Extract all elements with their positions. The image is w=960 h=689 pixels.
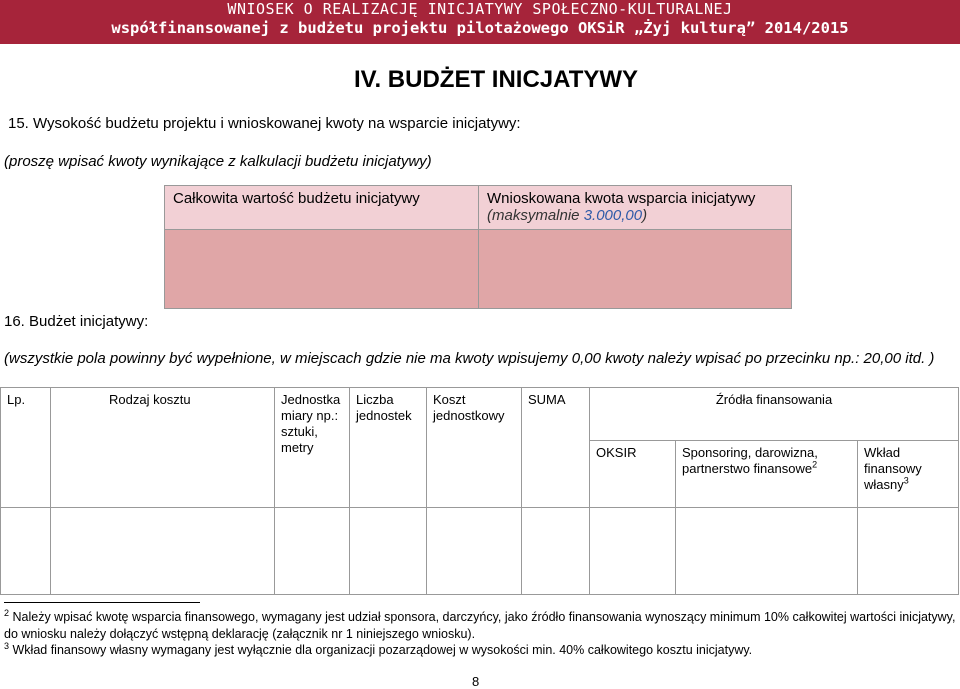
col-header-suma: SUMA [522, 388, 590, 508]
requested-amount-input-cell[interactable] [479, 230, 792, 309]
col-header-liczba: Liczba jednostek [350, 388, 427, 508]
col-header-jednostka: Jednostka miary np.: sztuki, metry [275, 388, 350, 508]
header-line-1: WNIOSEK O REALIZACJĘ INICJATYWY SPOŁECZNO-KULTURALNEJ [227, 0, 733, 18]
footnote-ref-2: 2 [812, 459, 818, 470]
question-15-note: (proszę wpisać kwoty wynikające z kalkulacji budżetu inicjatywy) [4, 153, 432, 170]
cell-sponsoring[interactable] [676, 507, 858, 594]
col-header-wklad: Wkład finansowy własny$^3$ [858, 441, 959, 508]
col-header-sponsoring: Sponsoring, darowizna, partnerstwo finansowe$^2$ [676, 441, 858, 508]
footnote-2-continued: do wniosku należy dołączyć wstępną deklarację (załącznik nr 1 niniejszego wniosku). [4, 627, 476, 641]
question-16-note: (wszystkie pola powinny być wypełnione, w miejscach gdzie nie ma kwoty wpisujemy 0,00 kwoty należy wpisać po przecinku np.: 20,00 itd. ) [4, 350, 935, 367]
total-budget-input-cell[interactable] [165, 230, 479, 309]
cell-wklad[interactable] [858, 507, 959, 594]
col-header-rodzaj: Rodzaj kosztu [51, 388, 275, 508]
footnote-3: $^3$ Wkład finansowy własny wymagany jest wyłącznie dla organizacji pozarządowej w wysokości min. 40% całkowitego kosztu inicjatywy. [4, 640, 753, 657]
footnote-divider [4, 602, 200, 603]
requested-amount-label: Wnioskowana kwota wsparcia inicjatywy [487, 190, 756, 207]
requested-amount-hint: (maksymalnie 3.000,00) [487, 207, 648, 224]
col-header-lp: Lp. [1, 388, 51, 508]
cell-koszt[interactable] [427, 507, 522, 594]
footnote-2: $^2$ Należy wpisać kwotę wsparcia finansowego, wymagany jest udział sponsora, darczyńcy, jako źródło finansowania wynoszący minimum 10% całkowitej wartości inicjatywy, [4, 607, 956, 624]
page-number: 8 [472, 674, 480, 689]
max-amount-value: 3.000,00 [583, 207, 643, 224]
total-budget-label: Całkowita wartość budżetu inicjatywy [173, 190, 420, 207]
col-header-oksir: OKSIR [590, 441, 676, 508]
cell-jednostka[interactable] [275, 507, 350, 594]
section-title: IV. BUDŻET INICJATYWY [354, 66, 639, 93]
cost-breakdown-table [0, 387, 959, 595]
cell-liczba[interactable] [350, 507, 427, 594]
col-header-zrodla: Źródła finansowania [590, 388, 959, 441]
document-header-band [0, 0, 960, 44]
question-15-title: 15. Wysokość budżetu projektu i wnioskowanej kwoty na wsparcie inicjatywy: [8, 115, 521, 132]
cell-oksir[interactable] [590, 507, 676, 594]
question-16-title: 16. Budżet inicjatywy: [4, 313, 149, 330]
cell-rodzaj[interactable] [51, 507, 275, 594]
budget-summary-table [164, 185, 792, 309]
col-header-koszt: Koszt jednostkowy [427, 388, 522, 508]
footnote-ref-3: 3 [903, 475, 909, 486]
requested-amount-header [479, 186, 792, 230]
total-budget-header [165, 186, 479, 230]
cell-suma[interactable] [522, 507, 590, 594]
cell-lp[interactable] [1, 507, 51, 594]
header-line-2: współfinansowanej z budżetu projektu pilotażowego OKSiR „Żyj kulturą” 2014/2015 [111, 19, 849, 37]
